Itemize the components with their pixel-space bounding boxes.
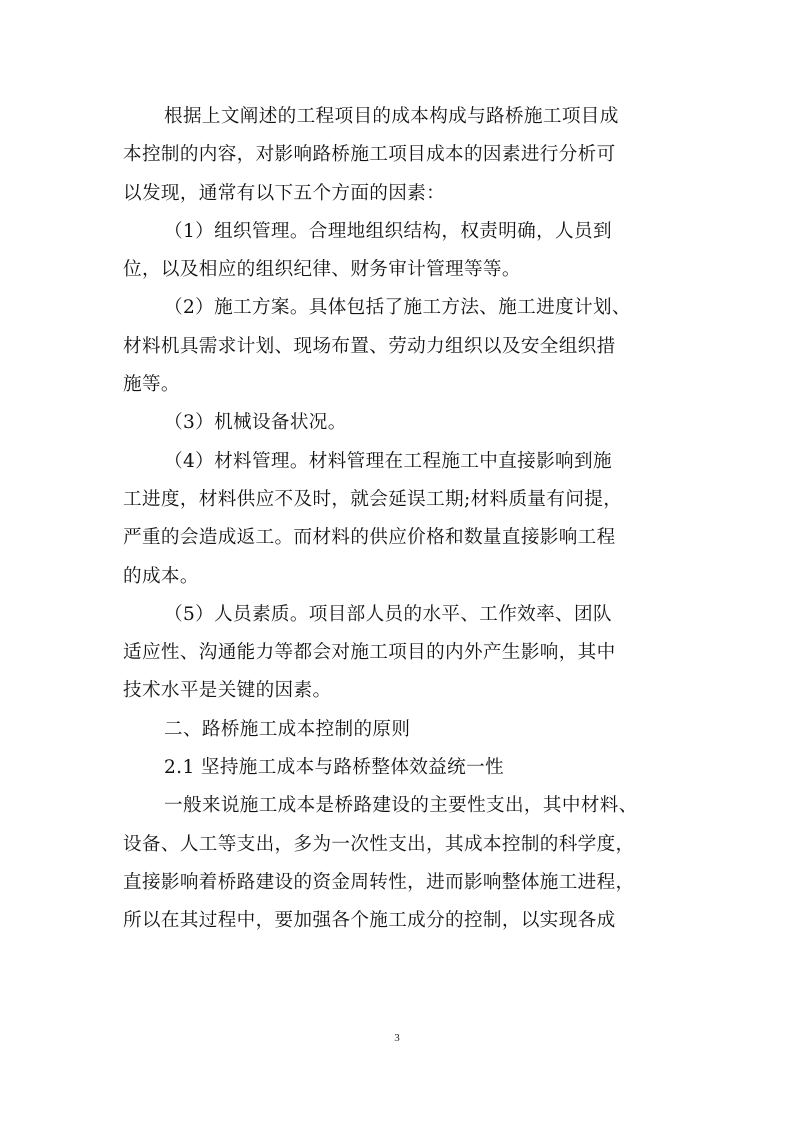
- paragraph-line: 本控制的内容，对影响路桥施工项目成本的因素进行分析可: [123, 144, 616, 166]
- paragraph-line: 工进度，材料供应不及时，就会延误工期;材料质量有问提，: [123, 488, 623, 510]
- paragraph-line: 所以在其过程中，要加强各个施工成分的控制，以实现各成: [123, 910, 616, 932]
- paragraph-line: 直接影响着桥路建设的资金周转性，进而影响整体施工进程，: [123, 871, 635, 893]
- paragraph-line: （4）材料管理。材料管理在工程施工中直接影响到施: [164, 450, 612, 472]
- paragraph-line: 技术水平是关键的因素。: [123, 680, 332, 702]
- body-text: [123, 98, 671, 941]
- paragraph-line: 适应性、沟通能力等都会对施工项目的内外产生影响，其中: [123, 642, 616, 664]
- subsection-heading: 2.1 坚持施工成本与路桥整体效益统一性: [164, 757, 504, 779]
- paragraph-line: 的成本。: [123, 565, 199, 587]
- paragraph-line: 设备、人工等支出，多为一次性支出，其成本控制的科学度，: [123, 833, 635, 855]
- paragraph-line: 位，以及相应的组织纪律、财务审计管理等等。: [123, 259, 521, 281]
- paragraph-line: （2）施工方案。具体包括了施工方法、施工进度计划、: [164, 297, 631, 319]
- paragraph-line: 严重的会造成返工。而材料的供应价格和数量直接影响工程: [123, 527, 616, 549]
- paragraph-line: 根据上文阐述的工程项目的成本构成与路桥施工项目成: [164, 106, 619, 127]
- paragraph-line: （3）机械设备状况。: [164, 412, 347, 434]
- paragraph-line: 一般来说施工成本是桥路建设的主要性支出，其中材料、: [164, 795, 638, 817]
- section-heading: 二、路桥施工成本控制的原则: [164, 718, 411, 740]
- paragraph-line: 材料机具需求计划、现场布置、劳动力组织以及安全组织措: [123, 335, 616, 357]
- paragraph-line: （5）人员素质。项目部人员的水平、工作效率、团队: [164, 603, 612, 625]
- page-number: 3: [394, 1032, 400, 1044]
- paragraph-line: （1）组织管理。合理地组织结构，权责明确，人员到: [164, 220, 612, 242]
- paragraph-line: 以发现，通常有以下五个方面的因素：: [123, 182, 446, 204]
- paragraph-line: 施等。: [123, 374, 180, 396]
